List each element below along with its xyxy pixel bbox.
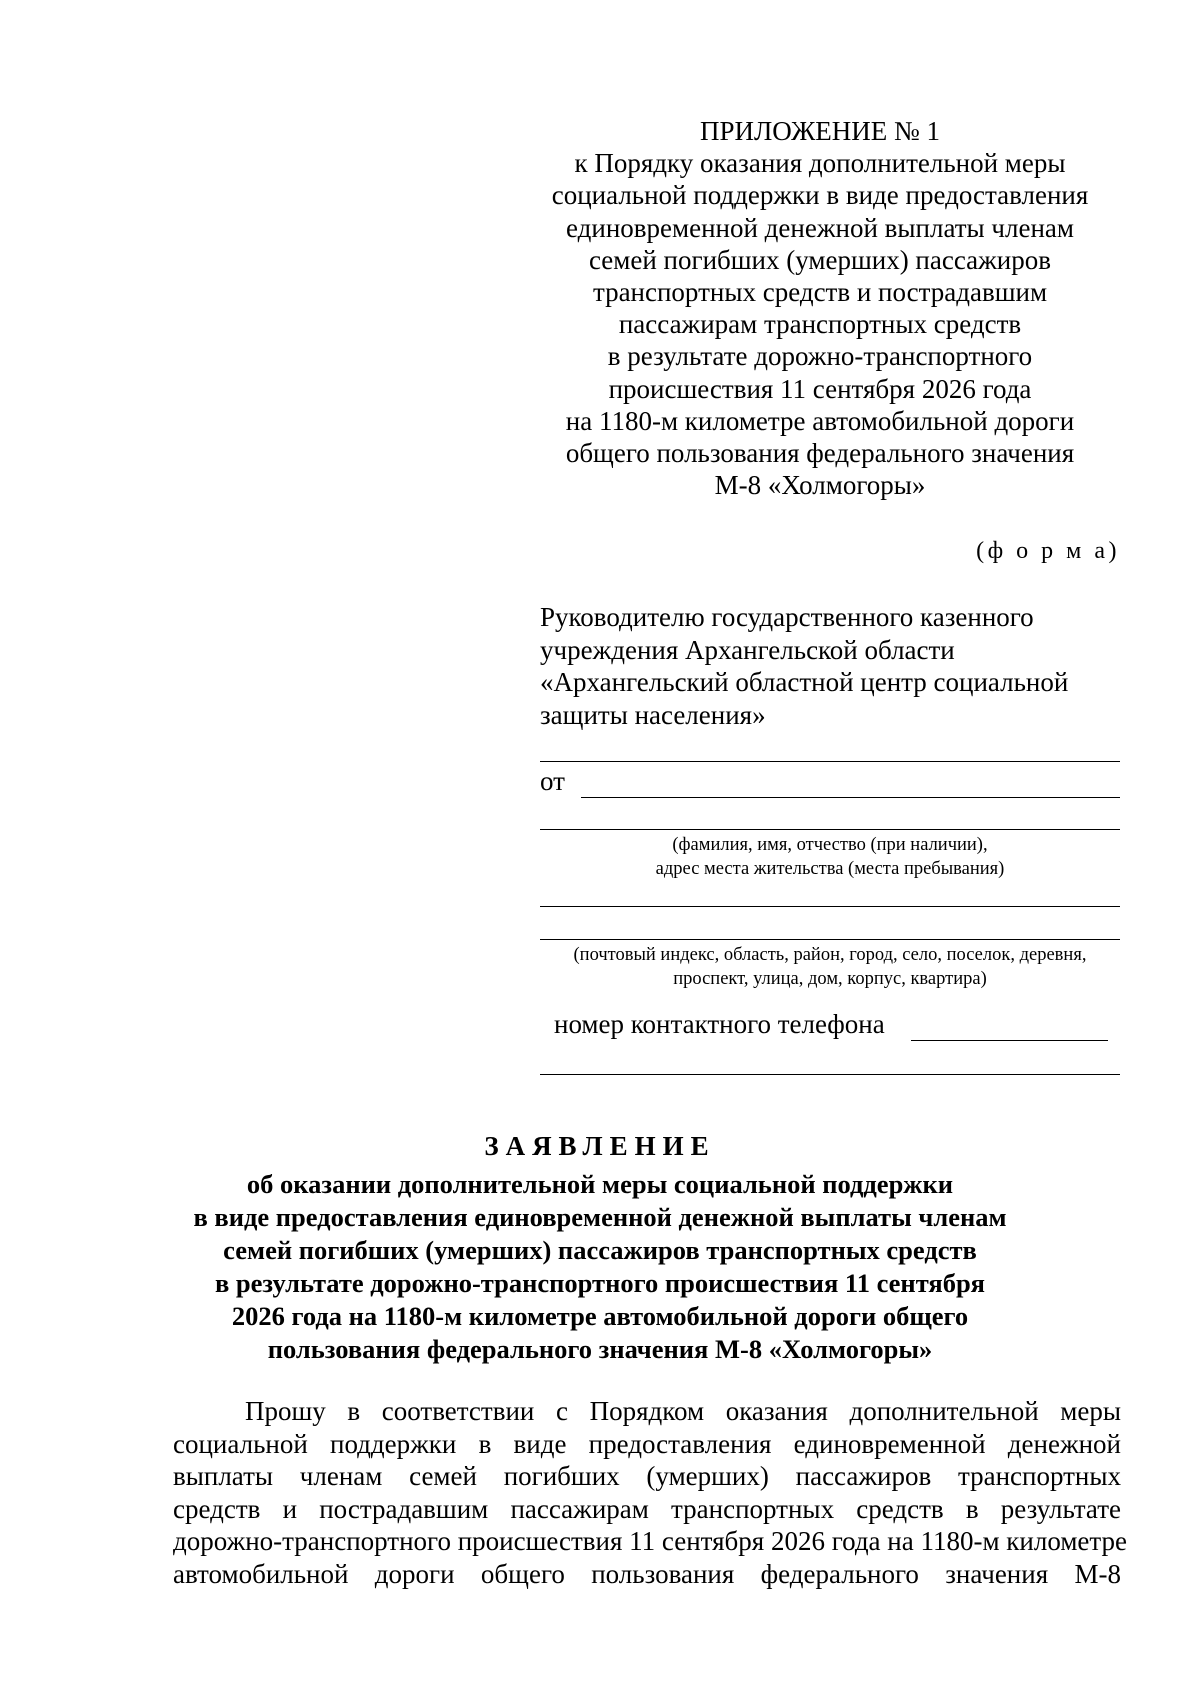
appendix-line: единовременной денежной выплаты членам <box>566 212 1074 243</box>
appendix-title: ПРИЛОЖЕНИЕ № 1 <box>699 116 941 146</box>
body-line: автомобильной дороги общего пользования федерального значения М-8 <box>173 1558 1121 1589</box>
addressee-line: учреждения Архангельской области <box>540 634 955 665</box>
appendix-line: к Порядку оказания дополнительной меры <box>574 148 1066 179</box>
addressee-block <box>540 601 1130 731</box>
caption-line: (фамилия, имя, отчество (при наличии), <box>672 835 988 855</box>
address-blank-line-1[interactable] <box>540 906 1120 907</box>
body-line: социальной поддержки в виде предоставления единовременной денежной <box>173 1428 1121 1459</box>
subtitle-line: об оказании дополнительной меры социальной поддержки <box>246 1169 954 1199</box>
appendix-line: М-8 «Холмогоры» <box>714 470 926 501</box>
appendix-line: транспортных средств и пострадавшим <box>592 277 1048 308</box>
subtitle-line: 2026 года на 1180-м километре автомобильной дороги общего <box>231 1301 969 1331</box>
body-line: выплаты членам семей погибших (умерших) пассажиров транспортных <box>173 1461 1121 1492</box>
statement-title: ЗАЯВЛЕНИЕ <box>484 1131 716 1161</box>
body-line: средств и пострадавшим пассажирам транспортных средств в результате <box>173 1493 1121 1524</box>
appendix-line: общего пользования федерального значения <box>565 438 1075 469</box>
appendix-line: пассажирам транспортных средств <box>618 309 1022 340</box>
caption-line: адрес места жительства (места пребывания) <box>655 859 1005 879</box>
name-address-blank-line[interactable] <box>540 829 1120 830</box>
phone-extra-blank-line[interactable] <box>540 1074 1120 1075</box>
form-mark: (ф о р м а) <box>976 538 1120 564</box>
subtitle-line: в виде предоставления единовременной денежной выплаты членам <box>193 1202 1007 1232</box>
caption-line: проспект, улица, дом, корпус, квартира) <box>673 969 987 989</box>
addressee-blank-line[interactable] <box>540 761 1120 762</box>
name-caption <box>560 833 1100 881</box>
appendix-header <box>520 115 1120 501</box>
subtitle-line: в результате дорожно-транспортного происшествия 11 сентября <box>214 1268 986 1298</box>
addressee-line: защиты населения» <box>540 699 766 730</box>
appendix-line: в результате дорожно-транспортного <box>607 341 1033 372</box>
body-line: Прошу в соответствии с Порядком оказания дополнительной меры <box>245 1396 1121 1426</box>
appendix-line: семей погибших (умерших) пассажиров <box>588 244 1052 275</box>
address-blank-line-2[interactable] <box>540 939 1120 940</box>
addressee-line: «Архангельский областной центр социальной <box>540 667 1069 697</box>
subtitle-line: семей погибших (умерших) пассажиров транспортных средств <box>223 1235 977 1265</box>
caption-line: (почтовый индекс, область, район, город, село, поселок, деревня, <box>573 945 1087 965</box>
address-caption <box>540 943 1120 991</box>
statement-subtitle <box>140 1168 1060 1366</box>
phone-blank-line[interactable] <box>911 1040 1108 1041</box>
body-line: дорожно-транспортного происшествия 11 сентября 2026 года на 1180-м километре <box>173 1526 1128 1557</box>
appendix-line: на 1180-м километре автомобильной дороги <box>565 405 1075 436</box>
from-label: от <box>540 766 565 796</box>
subtitle-line: пользования федерального значения М-8 «Холмогоры» <box>267 1334 933 1364</box>
statement-body <box>173 1395 1128 1591</box>
phone-label: номер контактного телефона <box>554 1009 885 1039</box>
appendix-line: происшествия 11 сентября 2026 года <box>608 373 1032 404</box>
addressee-line: Руководителю государственного казенного <box>540 602 1034 632</box>
appendix-line: социальной поддержки в виде предоставления <box>551 180 1089 211</box>
from-blank-line[interactable] <box>581 797 1120 798</box>
